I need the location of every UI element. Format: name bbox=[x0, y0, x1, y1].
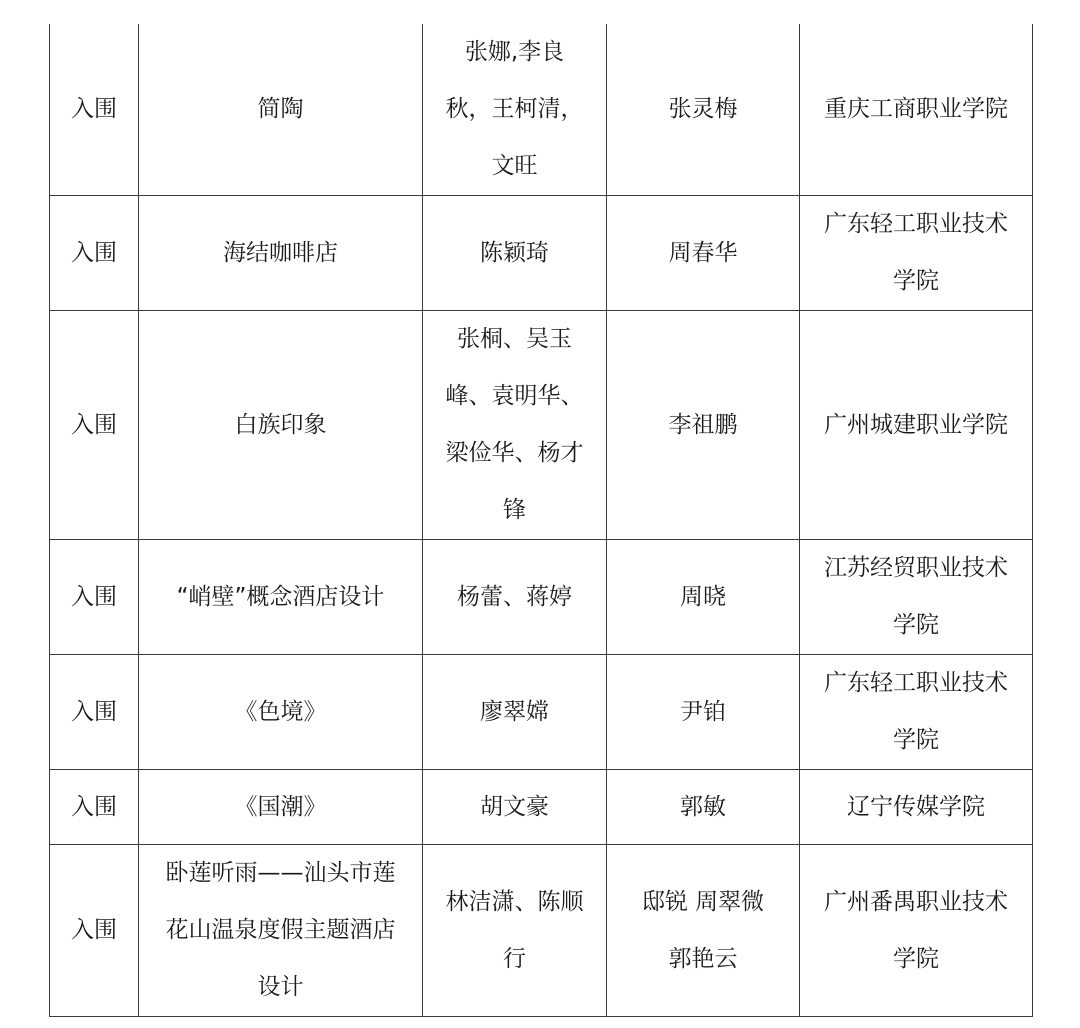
advisor-cell: 尹铂 bbox=[607, 655, 800, 770]
work-title-cell: 海结咖啡店 bbox=[139, 196, 423, 311]
table-row bbox=[50, 655, 1033, 770]
table-row bbox=[50, 24, 1033, 196]
authors-cell: 陈颖琦 bbox=[423, 196, 607, 311]
advisor-cell: 张灵梅 bbox=[607, 24, 800, 196]
advisor-cell: 周晓 bbox=[607, 540, 800, 655]
work-title-cell: 《色境》 bbox=[139, 655, 423, 770]
table-row bbox=[50, 311, 1033, 540]
school-cell: 辽宁传媒学院 bbox=[800, 770, 1033, 845]
advisor-cell: 邸锐 周翠微 郭艳云 bbox=[607, 845, 800, 1017]
advisor-cell: 李祖鹏 bbox=[607, 311, 800, 540]
status-cell: 入围 bbox=[50, 845, 139, 1017]
work-title-cell: 白族印象 bbox=[139, 311, 423, 540]
results-table bbox=[49, 24, 1033, 1017]
table-row bbox=[50, 196, 1033, 311]
authors-cell: 林洁潇、陈顺 行 bbox=[423, 845, 607, 1017]
school-cell: 广东轻工职业技术 学院 bbox=[800, 196, 1033, 311]
authors-cell: 廖翠嫦 bbox=[423, 655, 607, 770]
table-row bbox=[50, 845, 1033, 1017]
school-cell: 重庆工商职业学院 bbox=[800, 24, 1033, 196]
authors-cell: 张桐、吴玉 峰、袁明华、 梁俭华、杨才 锋 bbox=[423, 311, 607, 540]
status-cell: 入围 bbox=[50, 770, 139, 845]
school-cell: 广州番禺职业技术 学院 bbox=[800, 845, 1033, 1017]
school-cell: 江苏经贸职业技术 学院 bbox=[800, 540, 1033, 655]
status-cell: 入围 bbox=[50, 24, 139, 196]
advisor-cell: 郭敏 bbox=[607, 770, 800, 845]
school-cell: 广州城建职业学院 bbox=[800, 311, 1033, 540]
results-table-container bbox=[49, 24, 1032, 1017]
authors-cell: 张娜,李良 秋，王柯清， 文旺 bbox=[423, 24, 607, 196]
status-cell: 入围 bbox=[50, 311, 139, 540]
status-cell: 入围 bbox=[50, 655, 139, 770]
table-row bbox=[50, 540, 1033, 655]
status-cell: 入围 bbox=[50, 540, 139, 655]
authors-cell: 杨蕾、蒋婷 bbox=[423, 540, 607, 655]
school-cell: 广东轻工职业技术 学院 bbox=[800, 655, 1033, 770]
advisor-cell: 周春华 bbox=[607, 196, 800, 311]
status-cell: 入围 bbox=[50, 196, 139, 311]
authors-cell: 胡文豪 bbox=[423, 770, 607, 845]
work-title-cell: 卧莲听雨——汕头市莲 花山温泉度假主题酒店 设计 bbox=[139, 845, 423, 1017]
work-title-cell: “峭壁”概念酒店设计 bbox=[139, 540, 423, 655]
work-title-cell: 简陶 bbox=[139, 24, 423, 196]
work-title-cell: 《国潮》 bbox=[139, 770, 423, 845]
table-row bbox=[50, 770, 1033, 845]
